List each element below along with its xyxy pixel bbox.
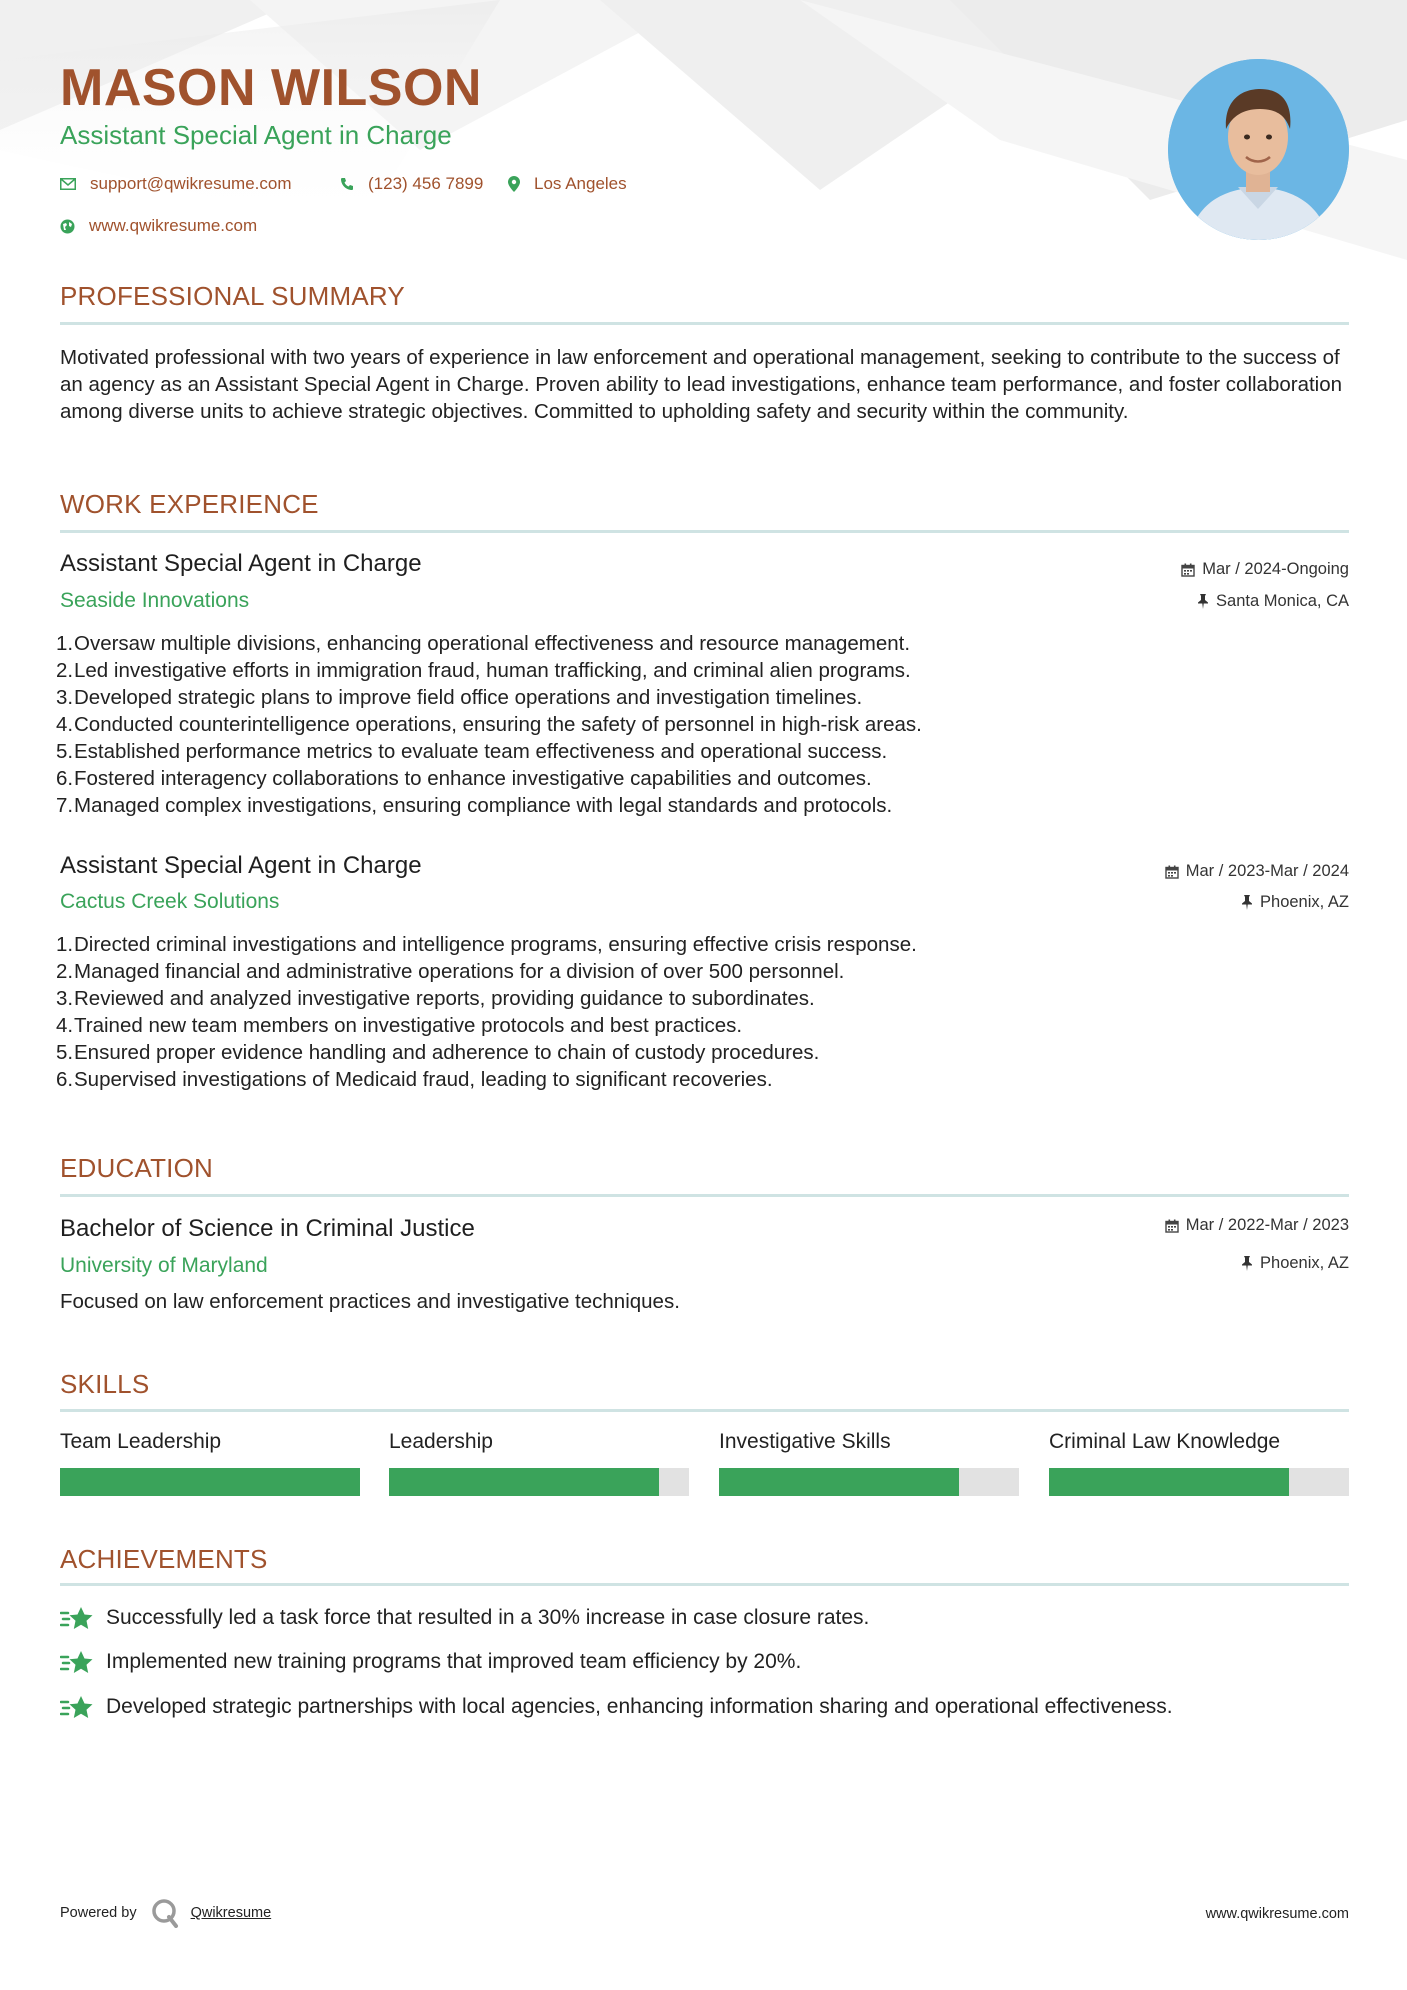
- section-title-experience: WORK EXPERIENCE: [60, 489, 319, 519]
- list-item: 6. Supervised investigations of Medicaid fraud, leading to significant recoveries.: [56, 1068, 773, 1091]
- calendar-icon: [1181, 563, 1195, 577]
- job-date: [1165, 862, 1349, 881]
- portrait-illustration: [1168, 59, 1349, 240]
- star-trophy-icon: [60, 1649, 94, 1675]
- achievement-item: [60, 1605, 869, 1631]
- list-item: 5. Established performance metrics to evaluate team effectiveness and operational success.: [56, 740, 888, 763]
- skill-item: [389, 1430, 689, 1496]
- achievement-item: [60, 1694, 1173, 1720]
- skill-bar: [389, 1468, 689, 1496]
- powered-by-label: Powered by: [60, 1905, 137, 1921]
- job-location: [1197, 592, 1349, 611]
- skill-bar-fill: [719, 1468, 959, 1496]
- job-company: Seaside Innovations: [60, 589, 250, 612]
- calendar-icon: [1165, 865, 1179, 879]
- job-location: [1241, 893, 1349, 912]
- map-marker-icon: [508, 176, 520, 192]
- job-location-text: Phoenix, AZ: [1260, 893, 1349, 911]
- contact-location: [508, 174, 627, 194]
- skill-label: Team Leadership: [60, 1430, 222, 1453]
- section-divider: [60, 1409, 1349, 1412]
- skill-bar: [60, 1468, 360, 1496]
- candidate-role: Assistant Special Agent in Charge: [60, 120, 452, 150]
- list-item: 2. Managed financial and administrative operations for a division of over 500 personnel.: [56, 960, 845, 983]
- calendar-icon: [1165, 1219, 1179, 1233]
- list-item: 3. Reviewed and analyzed investigative reports, providing guidance to subordinates.: [56, 987, 815, 1010]
- qwikresume-logo-icon: [151, 1898, 179, 1928]
- section-title-education: EDUCATION: [60, 1153, 213, 1183]
- star-trophy-icon: [60, 1694, 94, 1720]
- section-divider: [60, 530, 1349, 533]
- education-location-text: Phoenix, AZ: [1260, 1254, 1349, 1272]
- achievement-text: Implemented new training programs that improved team efficiency by 20%.: [106, 1650, 802, 1673]
- skill-bar: [1049, 1468, 1349, 1496]
- star-trophy-icon: [60, 1605, 94, 1631]
- job-date: [1181, 560, 1349, 579]
- pushpin-icon: [1241, 1256, 1253, 1271]
- achievement-item: [60, 1649, 801, 1675]
- globe-icon: [60, 219, 75, 234]
- section-title-summary: PROFESSIONAL SUMMARY: [60, 281, 405, 311]
- list-item: 6. Fostered interagency collaborations to enhance investigative capabilities and outcomes.: [56, 767, 872, 790]
- footer-powered-by: [60, 1898, 271, 1928]
- section-divider: [60, 1583, 1349, 1586]
- profile-photo: [1168, 59, 1349, 240]
- list-item: 1. Oversaw multiple divisions, enhancing operational effectiveness and resource management.: [56, 632, 911, 655]
- email-text: support@qwikresume.com: [90, 174, 292, 193]
- skill-item: [1049, 1430, 1349, 1496]
- job-responsibilities: [56, 630, 1260, 819]
- section-title-achievements: ACHIEVEMENTS: [60, 1544, 268, 1574]
- contact-website[interactable]: [60, 216, 257, 236]
- qwikresume-link[interactable]: Qwikresume: [190, 1905, 272, 1921]
- skill-label: Criminal Law Knowledge: [1049, 1430, 1281, 1453]
- footer-website-link[interactable]: www.qwikresume.com: [1205, 1906, 1349, 1922]
- job-title: Assistant Special Agent in Charge: [60, 550, 422, 577]
- skill-label: Leadership: [389, 1430, 493, 1453]
- list-item: 3. Developed strategic plans to improve field office operations and investigation timelines.: [56, 686, 863, 709]
- website-text: www.qwikresume.com: [89, 216, 258, 235]
- education-description: Focused on law enforcement practices and investigative techniques.: [60, 1290, 680, 1313]
- list-item: 4. Trained new team members on investigative protocols and best practices.: [56, 1014, 743, 1037]
- list-item: 7. Managed complex investigations, ensuring compliance with legal standards and protocols.: [56, 794, 893, 817]
- pushpin-icon: [1197, 594, 1209, 609]
- skill-bar-fill: [1049, 1468, 1289, 1496]
- job-date-text: Mar / 2024-Ongoing: [1202, 560, 1349, 578]
- candidate-name: MASON WILSON: [60, 59, 482, 117]
- skill-item: [719, 1430, 1019, 1496]
- education-date-text: Mar / 2022-Mar / 2023: [1185, 1216, 1349, 1234]
- job-company: Cactus Creek Solutions: [60, 890, 280, 913]
- skill-bar: [719, 1468, 1019, 1496]
- job-responsibilities: [56, 931, 1260, 1093]
- achievement-text: Developed strategic partnerships with local agencies, enhancing information sharing and operational effectiveness.: [106, 1695, 1173, 1718]
- contact-email[interactable]: [60, 174, 292, 194]
- skill-bar-fill: [389, 1468, 659, 1496]
- list-item: 4. Conducted counterintelligence operations, ensuring the safety of personnel in high-risk areas.: [56, 713, 922, 736]
- phone-text: (123) 456 7899: [368, 174, 484, 193]
- achievement-text: Successfully led a task force that resulted in a 30% increase in case closure rates.: [106, 1606, 870, 1629]
- section-title-skills: SKILLS: [60, 1369, 150, 1399]
- list-item: 2. Led investigative efforts in immigration fraud, human trafficking, and criminal alien programs.: [56, 659, 911, 682]
- job-location-text: Santa Monica, CA: [1216, 592, 1349, 610]
- job-date-text: Mar / 2023-Mar / 2024: [1185, 862, 1349, 880]
- list-item: 5. Ensured proper evidence handling and adherence to chain of custody procedures.: [56, 1041, 820, 1064]
- summary-text: Motivated professional with two years of experience in law enforcement and operational management, seeking to contribute to the success of an agency as an Assistant Special Agent in Charge. Proven ability to lead investigations, enhance team performance, and foster collaboration among diverse units to achieve strategic objectives. Committed to upholding safety and security within the community.: [60, 346, 1343, 423]
- education-date: [1165, 1216, 1349, 1235]
- skill-item: [60, 1430, 360, 1496]
- section-divider: [60, 322, 1349, 325]
- location-text: Los Angeles: [534, 174, 627, 193]
- education-school: University of Maryland: [60, 1254, 268, 1277]
- section-divider: [60, 1194, 1349, 1197]
- list-item: 1. Directed criminal investigations and intelligence programs, ensuring effective crisis response.: [56, 933, 917, 956]
- contact-phone[interactable]: [340, 174, 483, 194]
- phone-icon: [340, 177, 354, 191]
- job-title: Assistant Special Agent in Charge: [60, 852, 422, 879]
- skill-label: Investigative Skills: [719, 1430, 891, 1453]
- education-degree: Bachelor of Science in Criminal Justice: [60, 1215, 475, 1242]
- skill-bar-fill: [60, 1468, 360, 1496]
- pushpin-icon: [1241, 895, 1253, 910]
- envelope-icon: [60, 178, 76, 190]
- education-location: [1241, 1254, 1349, 1273]
